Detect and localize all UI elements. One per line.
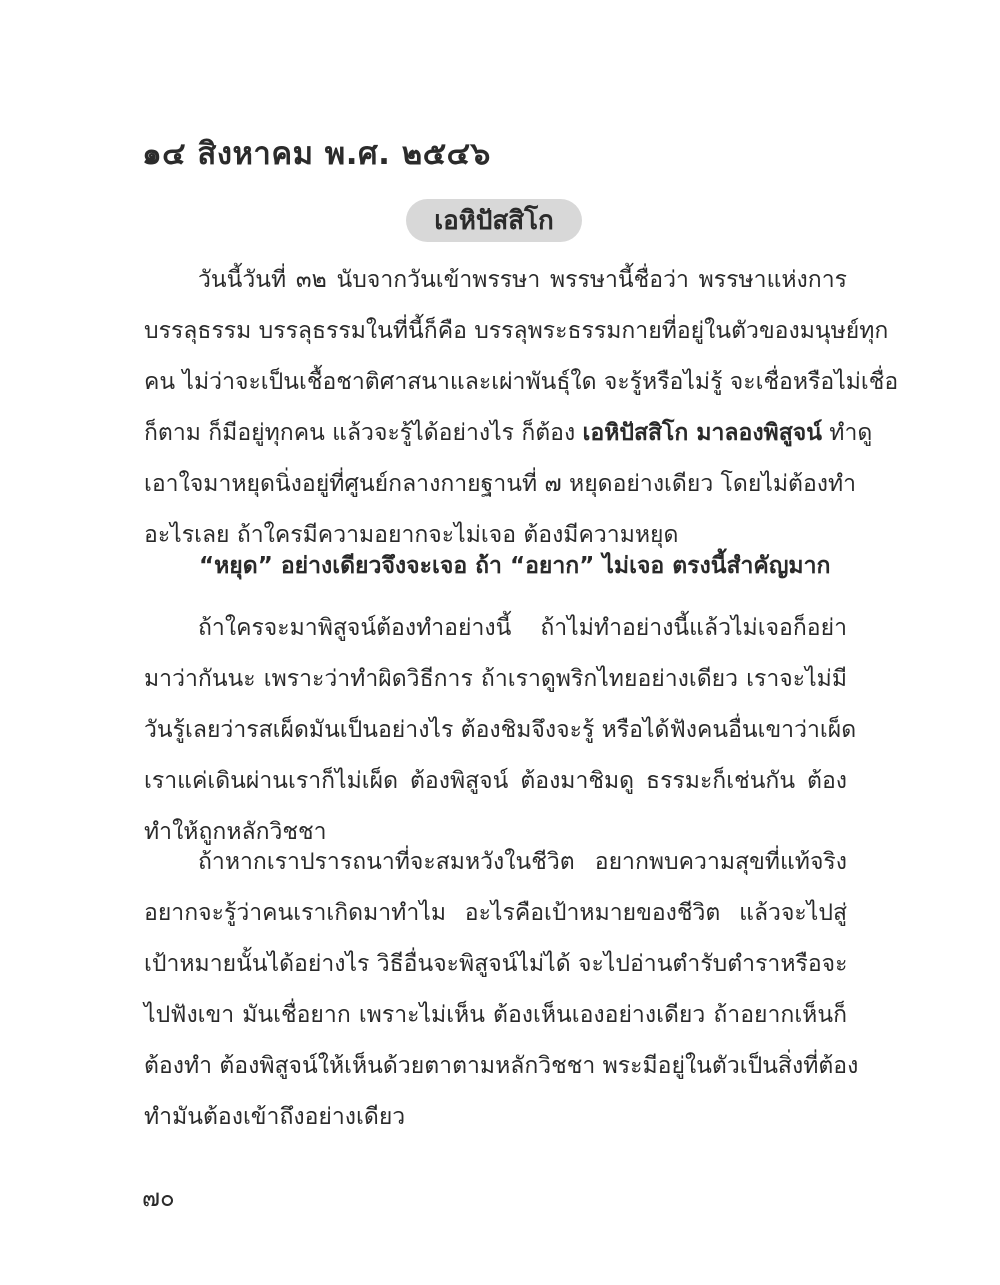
text-line: ไปฟังเขา มันเชื่อยาก เพราะไม่เห็น ต้องเห็นเองอย่างเดียว ถ้าอยากเห็นก็ [144,1002,847,1028]
text-line-with-bold [144,408,873,459]
page-number: ๗๐ [142,1184,175,1212]
text-line: อยากจะรู้ว่าคนเราเกิดมาทำไม อะไรคือเป้าหมายของชีวิต แล้วจะไปสู่ [144,900,847,926]
text-line: ทำมันต้องเข้าถึงอย่างเดียว [144,1104,406,1130]
text-line: คน ไม่ว่าจะเป็นเชื้อชาติศาสนาและเผ่าพันธุ์ใด จะรู้หรือไม่รู้ จะเชื่อหรือไม่เชื่อ [144,369,899,395]
text-fragment: ทำดู [821,420,873,446]
text-line: ถ้าหากเราปรารถนาที่จะสมหวังในชีวิต อยากพบความสุขที่แท้จริง [198,849,847,875]
chapter-title-pill [406,199,582,242]
text-line: วันนี้วันที่ ๓๒ นับจากวันเข้าพรรษา พรรษานี้ชื่อว่า พรรษาแห่งการ [198,267,847,293]
paragraph-1 [144,255,899,561]
text-fragment: ก็ตาม ก็มีอยู่ทุกคน แล้วจะรู้ได้อย่างไร ก็ต้อง [144,420,583,446]
text-line: ถ้าใครจะมาพิสูจน์ต้องทำอย่างนี้ ถ้าไม่ทำอย่างนี้แล้วไม่เจอก็อย่า [198,615,847,641]
text-line: อะไรเลย ถ้าใครมีความอยากจะไม่เจอ ต้องมีความหยุด [144,522,679,548]
paragraph-3 [144,837,859,1143]
text-line: วันรู้เลยว่ารสเผ็ดมันเป็นอย่างไร ต้องชิมจึงจะรู้ หรือได้ฟังคนอื่นเขาว่าเผ็ด [144,717,857,743]
text-line: บรรลุธรรม บรรลุธรรมในที่นี้ก็คือ บรรลุพระธรรมกายที่อยู่ในตัวของมนุษย์ทุก [144,318,889,344]
bold-phrase: เอหิปัสสิโก มาลองพิสูจน์ [582,420,822,446]
text-line: มาว่ากันนะ เพราะว่าทำผิดวิธีการ ถ้าเราดูพริกไทยอย่างเดียว เราจะไม่มี [144,666,847,692]
text-line: เอาใจมาหยุดนิ่งอยู่ที่ศูนย์กลางกายฐานที่ ๗ หยุดอย่างเดียว โดยไม่ต้องทำ [144,471,857,497]
date-heading: ๑๔ สิงหาคม พ.ศ. ๒๕๔๖ [142,136,491,172]
text-line: เป้าหมายนั้นได้อย่างไร วิธีอื่นจะพิสูจน์ไม่ได้ จะไปอ่านตำรับตำราหรือจะ [144,951,848,977]
paragraph-2 [144,603,857,858]
text-line: ทำให้ถูกหลักวิชชา [144,819,327,845]
text-line: ต้องทำ ต้องพิสูจน์ให้เห็นด้วยตาตามหลักวิชชา พระมีอยู่ในตัวเป็นสิ่งที่ต้อง [144,1053,859,1079]
text-line: เราแค่เดินผ่านเราก็ไม่เผ็ด ต้องพิสูจน์ ต้องมาชิมดู ธรรมะก็เช่นกัน ต้อง [144,768,847,794]
emphasis-statement: “หยุด” อย่างเดียวจึงจะเจอ ถ้า “อยาก” ไม่เจอ ตรงนี้สำคัญมาก [199,553,831,579]
chapter-title: เอหิปัสสิโก [434,206,554,236]
